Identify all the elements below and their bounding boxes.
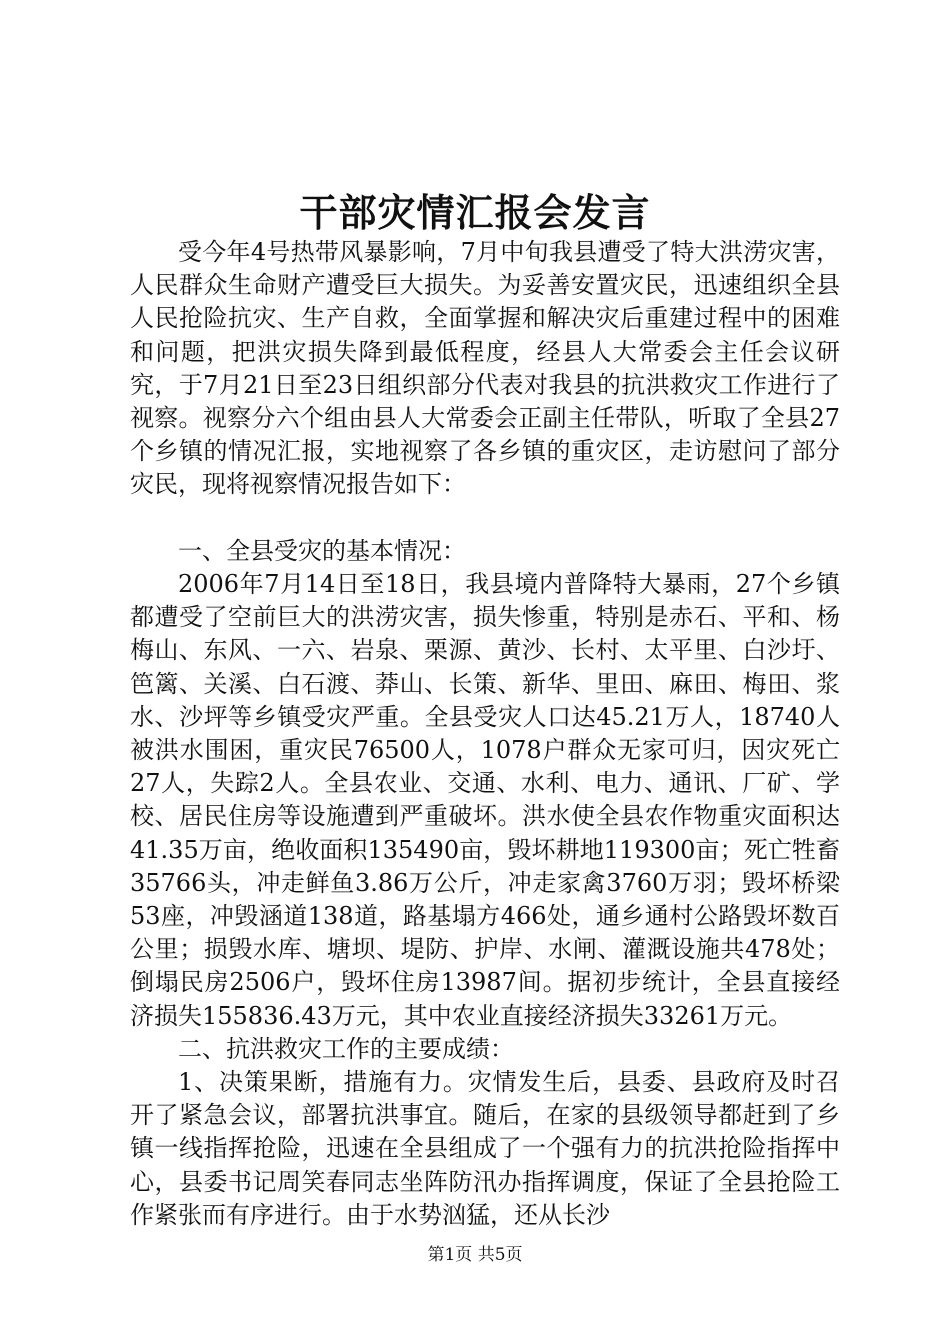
section-heading-2: 二、抗洪救灾工作的主要成绩： bbox=[178, 1034, 514, 1063]
disaster-situation-paragraph: 2006年7月14日至18日，我县境内普降特大暴雨，27个乡镇都遭受了空前巨大的洪涝灾害，损失惨重，特别是赤石、平和、杨梅山、东风、一六、岩泉、栗源、黄沙、长村、太平里、白沙圩、笆篱、关溪、白石渡、莽山、长策、新华、里田、麻田、梅田、浆水、沙坪等乡镇受灾严重。全县受灾人口达45.21万人，18740人被洪水围困，重灾民76500人，1078户群众无家可归，因灾死亡27人，失踪2人。全县农业、交通、水利、电力、通讯、厂矿、学校、居民住房等设施遭到严重破坏。洪水使全县农作物重灾面积达41.35万亩，绝收面积135490亩，毁坏耕地119300亩；死亡牲畜35766头，冲走鲜鱼3.86万公斤，冲走家禽3760万羽；毁坏桥梁53座，冲毁涵道138道，路基塌方466处，通乡通村公路毁坏数百公里；损毁水库、塘坝、堤防、护岸、水闸、灌溉设施共478处；倒塌民房2506户，毁坏住房13987间。据初步统计，全县直接经济损失155836.43万元，其中农业直接经济损失33261万元。 bbox=[130, 570, 840, 1030]
section-heading-1: 一、全县受灾的基本情况： bbox=[178, 536, 466, 565]
achievement-paragraph-1: 1、决策果断，措施有力。灾情发生后，县委、县政府及时召开了紧急会议，部署抗洪事宜。随后，在家的县级领导都赶到了乡镇一线指挥抢险，迅速在全县组成了一个强有力的抗洪抢险指挥中心，县委书记周笑春同志坐阵防汛办指挥调度，保证了全县抢险工作紧张而有序进行。由于水势汹猛，还从长沙 bbox=[130, 1068, 840, 1229]
document-body bbox=[130, 236, 840, 1232]
page-number-footer: 第1页 共5页 bbox=[427, 1245, 523, 1265]
intro-paragraph: 受今年4号热带风暴影响，7月中旬我县遭受了特大洪涝灾害，人民群众生命财产遭受巨大损失。为妥善安置灾民，迅速组织全县人民抢险抗灾、生产自救，全面掌握和解决灾后重建过程中的困难和问题，把洪灾损失降到最低程度，经县人大常委会主任会议研究，于7月21日至23日组织部分代表对我县的抗洪救灾工作进行了视察。视察分六个组由县人大常委会正副主任带队，听取了全县27个乡镇的情况汇报，实地视察了各乡镇的重灾区，走访慰问了部分灾民，现将视察情况报告如下： bbox=[130, 238, 840, 499]
page-title: 干部灾情汇报会发言 bbox=[299, 190, 651, 235]
